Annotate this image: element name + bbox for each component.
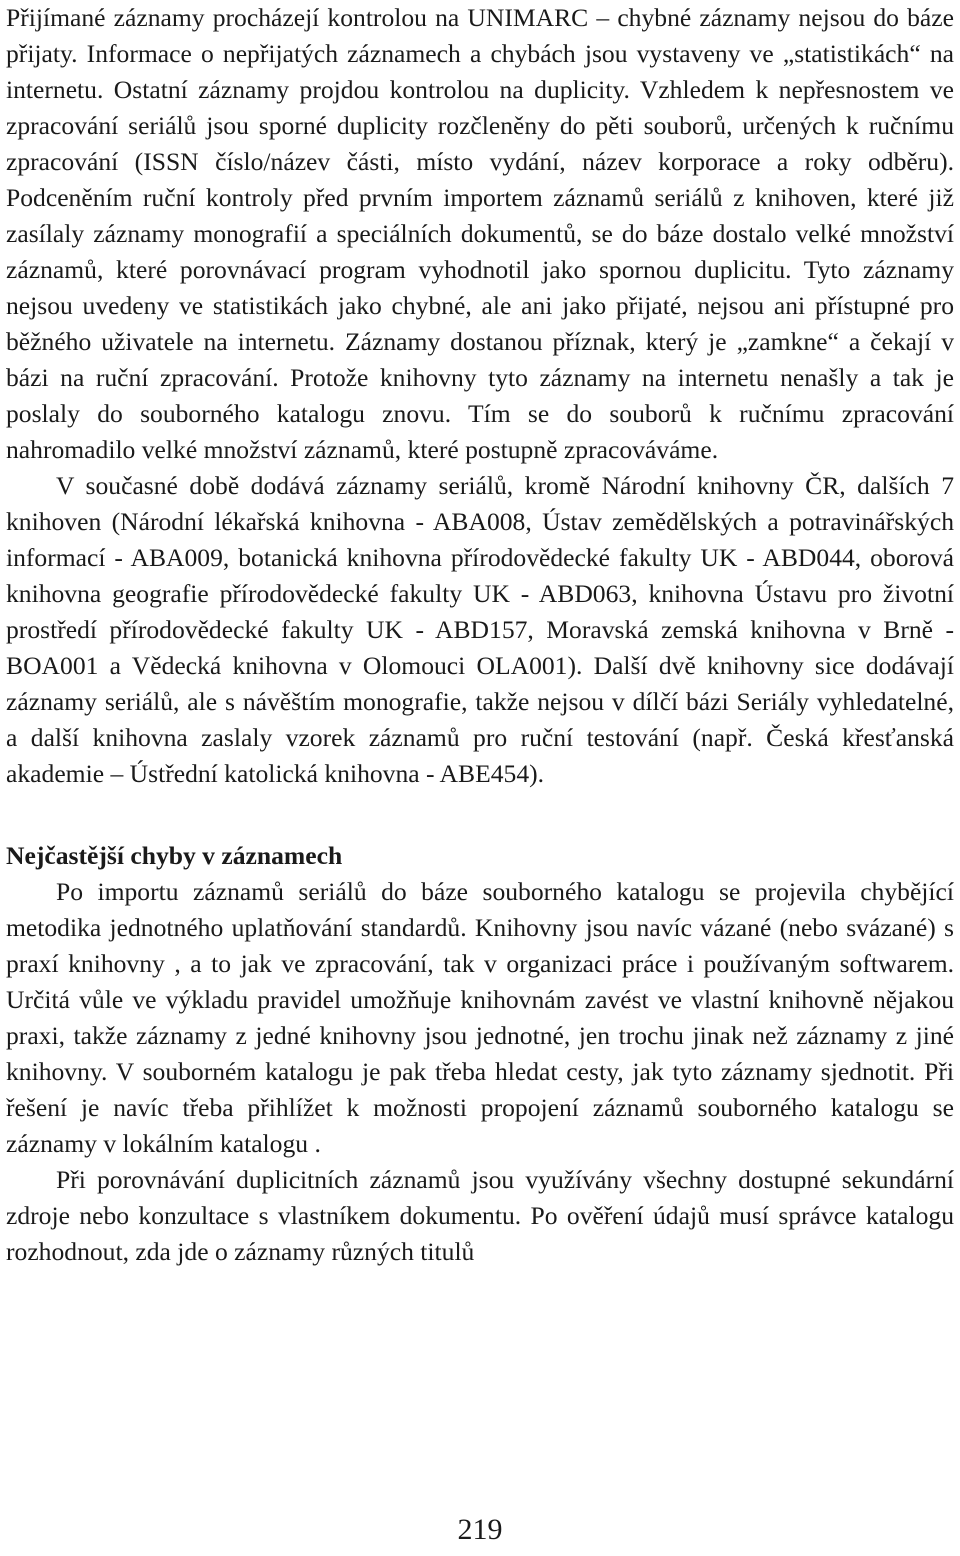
page-number: 219 xyxy=(457,1513,503,1546)
paragraph: Přijímané záznamy procházejí kontrolou na UNIMARC – chybné záznamy nejsou do báze přijaty. Informace o nepřijatých záznamech a chybách jsou vystaveny ve „statistikách“ na internetu. Ostatní záznamy projdou kontrolou na duplicity. Vzhledem k nepřesnostem ve zpracování seriálů jsou sporné duplicity rozčleněny do pěti souborů, určených k ručnímu zpracování (ISSN číslo/název části, místo vydání, název korporace a roky odběru). Podceněním ruční kontroly před prvním importem záznamů seriálů z knihoven, které již zasílaly záznamy monografií a speciálních dokumentů, se do báze dostalo velké množství záznamů, které porovnávací program vyhodnotil jako spornou duplicitu. Tyto záznamy nejsou uvedeny ve statistikách jako chybné, ale ani jako přijaté, nejsou ani přístupné pro běžného uživatele na internetu. Záznamy dostanou příznak, který je „zamkne“ a čekají v bázi na ruční zpracování. Protože knihovny tyto záznamy na internetu nenašly a tak je poslaly do souborného katalogu znovu. Tím se do souborů k ručnímu zpracování nahromadilo velké množství záznamů, které postupně zpracováváme. xyxy=(6,3,954,464)
paragraph: Po importu záznamů seriálů do báze souborného katalogu se projevila chybějící metodika jednotného uplatňování standardů. Knihovny jsou navíc vázané (nebo svázané) s praxí knihovny , a to jak ve zpracování, tak v organizaci práce i používaným softwarem. Určitá vůle ve výkladu pravidel umožňuje knihovnám zavést ve vlastní knihovně nějakou praxi, takže záznamy z jedné knihovny jsou jednotné, jen trochu jinak než záznamy z jiné knihovny. V souborném katalogu je pak třeba hledat cesty, jak tyto záznamy sjednotit. Při řešení je navíc třeba přihlížet k možnosti propojení záznamů souborného katalogu se záznamy v lokálním katalogu . xyxy=(6,877,954,1158)
page-body xyxy=(6,0,954,1270)
paragraph: V současné době dodává záznamy seriálů, kromě Národní knihovny ČR, dalších 7 knihoven (Národní lékařská knihovna - ABA008, Ústav zemědělských a potravinářských informací - ABA009, botanická knihovna přírodovědecké fakulty UK - ABD044, oborová knihovna geografie přírodovědecké fakulty UK - ABD063, knihovna Ústavu pro životní prostředí přírodovědecké fakulty UK - ABD157, Moravská zemská knihovna v Brně - BOA001 a Vědecká knihovna v Olomouci OLA001). Další dvě knihovny sice dodávají záznamy seriálů, ale s návěštím monografie, takže nejsou v dílčí bázi Seriály vyhledatelné, a další knihovna zaslaly vzorek záznamů pro ruční testování (např. Česká křesťanská akademie – Ústřední katolická knihovna - ABE454). xyxy=(6,471,954,788)
paragraph: Při porovnávání duplicitních záznamů jsou využívány všechny dostupné sekundární zdroje nebo konzultace s vlastníkem dokumentu. Po ověření údajů musí správce katalogu rozhodnout, zda jde o záznamy různých titulů xyxy=(6,1165,954,1266)
section-heading: Nejčastější chyby v záznamech xyxy=(6,841,343,870)
